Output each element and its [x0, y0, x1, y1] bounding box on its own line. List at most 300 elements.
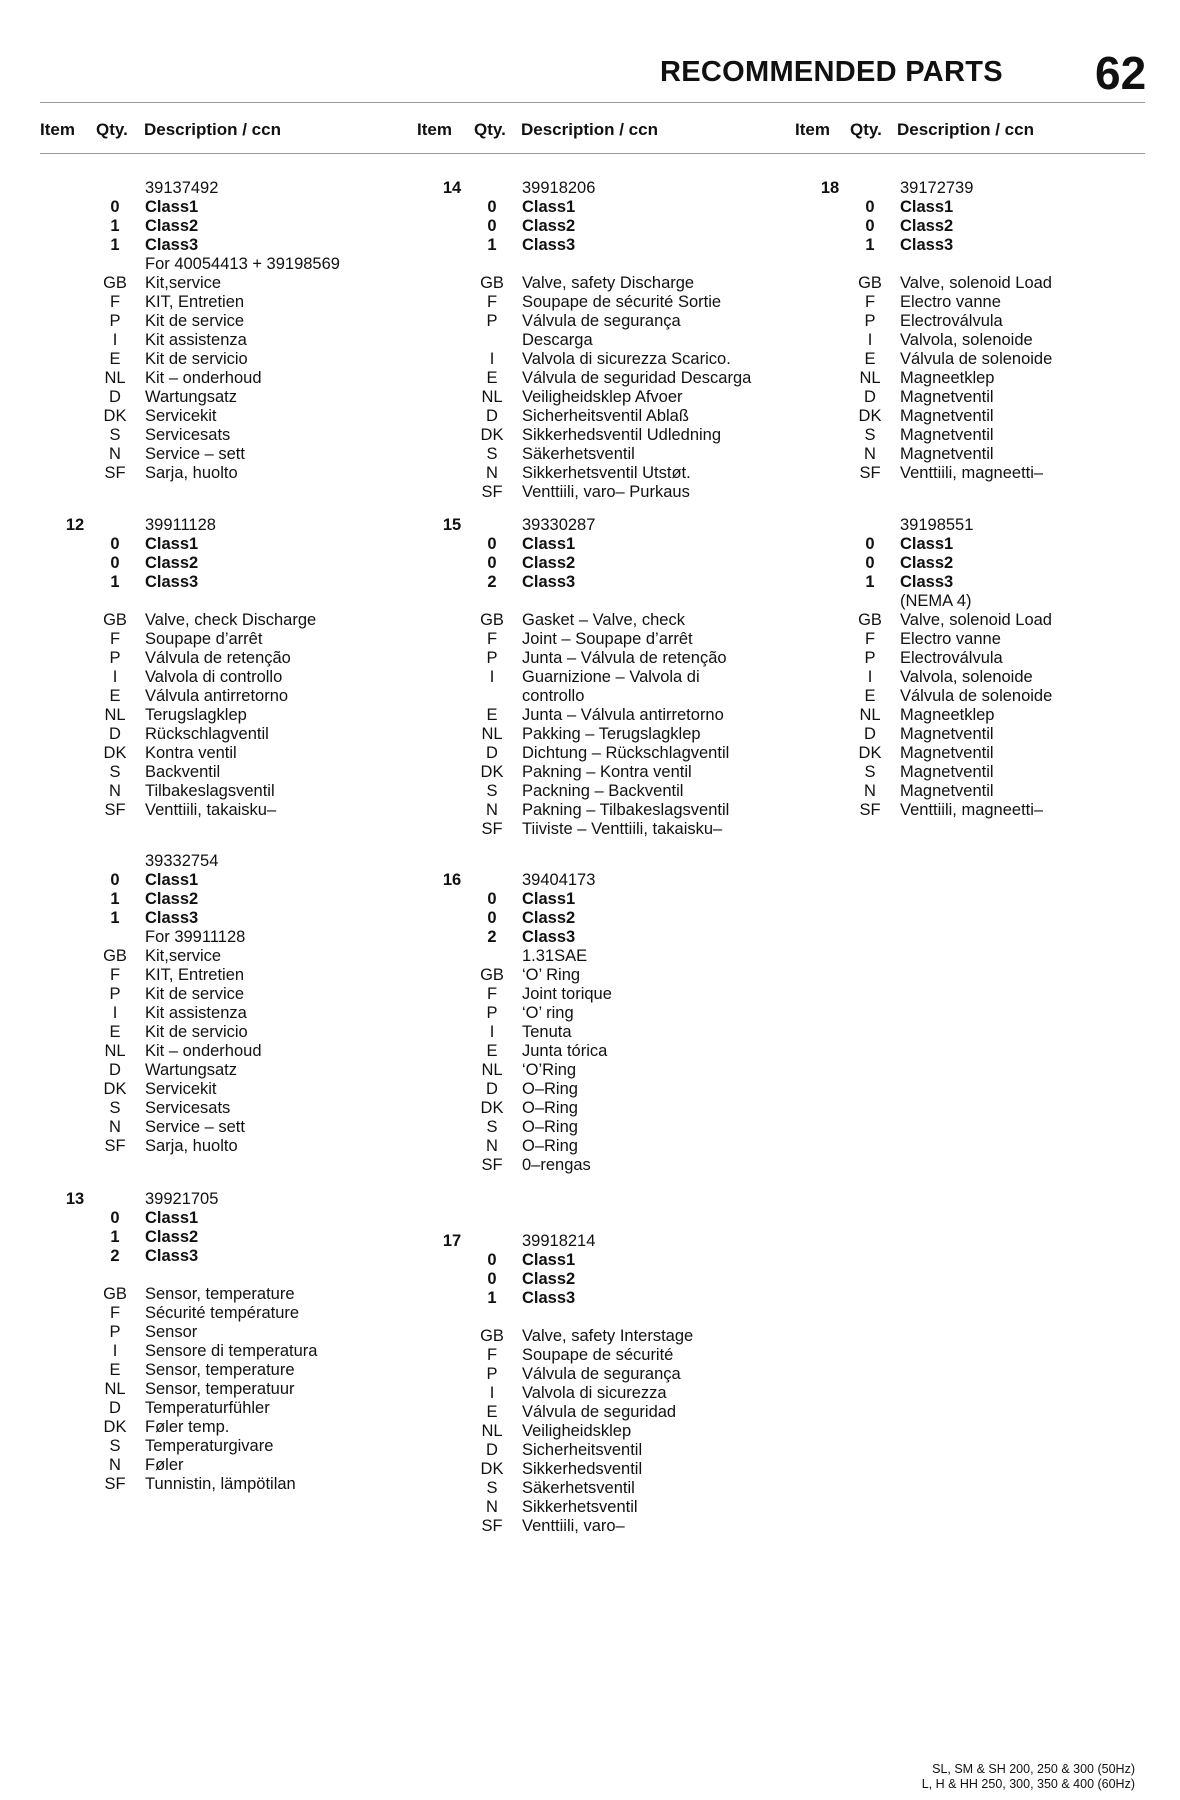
description-text: Joint torique	[522, 985, 612, 1003]
language-code: SF	[859, 801, 881, 819]
language-code: E	[486, 369, 498, 387]
description-text: Kit – onderhoud	[145, 1042, 262, 1060]
language-code: NL	[481, 388, 503, 406]
description-text: KIT, Entretien	[145, 293, 245, 311]
part-number: 39172739	[900, 179, 974, 197]
class-label: Class2	[145, 1228, 199, 1246]
part-note: For 40054413 + 39198569	[145, 255, 340, 273]
description-text: Magnetventil	[900, 445, 994, 463]
item-number: 15	[442, 516, 462, 534]
description-text: Pakning – Kontra ventil	[522, 763, 692, 781]
item-number: 12	[65, 516, 85, 534]
description-text: Junta tórica	[522, 1042, 608, 1060]
description-text: Joint – Soupape d’arrêt	[522, 630, 693, 648]
quantity-value: 0	[487, 890, 497, 908]
class-label: Class3	[145, 1247, 199, 1265]
language-code: NL	[859, 706, 881, 724]
description-text: Venttiili, varo– Purkaus	[522, 483, 690, 501]
description-text: Venttiili, magneetti–	[900, 464, 1044, 482]
class-label: Class1	[145, 871, 199, 889]
description-text: Soupape de sécurité	[522, 1346, 674, 1364]
description-text: Valvola, solenoide	[900, 331, 1033, 349]
language-code: I	[112, 331, 118, 349]
description-text: Sikkerhedsventil	[522, 1460, 643, 1478]
language-code: GB	[103, 274, 127, 292]
language-code: I	[867, 668, 873, 686]
description-text: ‘O’Ring	[522, 1061, 577, 1079]
language-code: D	[486, 744, 498, 762]
language-code: DK	[103, 1418, 127, 1436]
language-code: E	[109, 350, 121, 368]
quantity-value: 1	[110, 1228, 120, 1246]
description-text: Føler	[145, 1456, 184, 1474]
description-text: Servicekit	[145, 407, 217, 425]
language-code: GB	[103, 1285, 127, 1303]
description-text: Säkerhetsventil	[522, 1479, 635, 1497]
item-number: 14	[442, 179, 462, 197]
language-code: NL	[104, 706, 126, 724]
language-code: E	[486, 1042, 498, 1060]
description-text: Sikkerhedsventil Udledning	[522, 426, 722, 444]
description-text: Kit assistenza	[145, 1004, 247, 1022]
part-number: 39918206	[522, 179, 596, 197]
language-code: S	[109, 1437, 121, 1455]
language-code: F	[864, 630, 876, 648]
description-text: Valvola di sicurezza Scarico.	[522, 350, 731, 368]
language-code: N	[486, 801, 498, 819]
description-text: Kit de servicio	[145, 350, 248, 368]
language-code: F	[109, 293, 121, 311]
description-text: Service – sett	[145, 445, 245, 463]
class-label: Class2	[900, 554, 954, 572]
class-label: Class3	[145, 236, 199, 254]
language-code: SF	[481, 1156, 503, 1174]
description-text: Servicesats	[145, 426, 231, 444]
language-code: GB	[103, 947, 127, 965]
language-code: P	[486, 1004, 498, 1022]
quantity-value: 2	[487, 573, 497, 591]
language-code: N	[864, 445, 876, 463]
class-label: Class1	[145, 1209, 199, 1227]
description-text: Venttiili, takaisku–	[145, 801, 277, 819]
language-code: D	[109, 388, 121, 406]
class-label: Class1	[145, 198, 199, 216]
description-text: Kit,service	[145, 274, 222, 292]
language-code: N	[109, 1118, 121, 1136]
part-note: (NEMA 4)	[900, 592, 972, 610]
description-text: Service – sett	[145, 1118, 245, 1136]
description-text: Sikkerhetsventil	[522, 1498, 638, 1516]
language-code: P	[486, 312, 498, 330]
description-text: 0–rengas	[522, 1156, 591, 1174]
class-label: Class2	[900, 217, 954, 235]
description-text: Valvola di sicurezza	[522, 1384, 667, 1402]
description-text: Backventil	[145, 763, 221, 781]
description-text: Sicherheitsventil	[522, 1441, 643, 1459]
language-code: P	[109, 985, 121, 1003]
language-code: D	[109, 1061, 121, 1079]
description-text: Sicherheitsventil Ablaß	[522, 407, 689, 425]
language-code: N	[486, 1498, 498, 1516]
description-text: Válvula de seguridad	[522, 1403, 677, 1421]
description-text: Wartungsatz	[145, 388, 238, 406]
language-code: F	[486, 1346, 498, 1364]
description-text: Terugslagklep	[145, 706, 247, 724]
description-text: Sarja, huolto	[145, 464, 238, 482]
description-text: Sensor, temperatuur	[145, 1380, 295, 1398]
quantity-value: 1	[865, 236, 875, 254]
class-label: Class3	[522, 236, 576, 254]
language-code: P	[109, 1323, 121, 1341]
part-note: For 39911128	[145, 928, 246, 946]
quantity-value: 1	[487, 236, 497, 254]
language-code: NL	[104, 1042, 126, 1060]
quantity-value: 1	[110, 217, 120, 235]
description-text: Válvula de retenção	[145, 649, 291, 667]
description-text: Kit,service	[145, 947, 222, 965]
column-header-item: Item	[40, 120, 75, 139]
quantity-value: 0	[110, 535, 120, 553]
language-code: P	[109, 649, 121, 667]
class-label: Class2	[522, 1270, 576, 1288]
language-code: F	[109, 1304, 121, 1322]
description-text: Rückschlagventil	[145, 725, 269, 743]
description-text: Válvula de segurança	[522, 312, 681, 330]
description-text: Veiligheidsklep Afvoer	[522, 388, 683, 406]
description-text: Magnetventil	[900, 426, 994, 444]
class-label: Class1	[900, 535, 954, 553]
description-text: Tenuta	[522, 1023, 572, 1041]
language-code: I	[112, 668, 118, 686]
class-label: Class3	[900, 573, 954, 591]
language-code: GB	[480, 274, 504, 292]
description-text: Valvola, solenoide	[900, 668, 1033, 686]
description-text: O–Ring	[522, 1080, 578, 1098]
description-text: Temperaturgivare	[145, 1437, 274, 1455]
header-rule	[40, 153, 1145, 154]
part-number: 39921705	[145, 1190, 219, 1208]
description-text: Temperaturfühler	[145, 1399, 270, 1417]
description-text: Valve, check Discharge	[145, 611, 317, 629]
language-code: I	[489, 1023, 495, 1041]
quantity-value: 0	[487, 217, 497, 235]
language-code: E	[486, 1403, 498, 1421]
language-code: NL	[481, 1422, 503, 1440]
item-number: 16	[442, 871, 462, 889]
language-code: S	[109, 763, 121, 781]
description-text: Electro vanne	[900, 630, 1001, 648]
quantity-value: 0	[865, 535, 875, 553]
quantity-value: 0	[110, 1209, 120, 1227]
language-code: N	[864, 782, 876, 800]
language-code: SF	[481, 820, 503, 838]
description-text: Válvula de solenoide	[900, 350, 1053, 368]
quantity-value: 1	[865, 573, 875, 591]
language-code: P	[486, 649, 498, 667]
item-number: 17	[442, 1232, 462, 1250]
description-text: O–Ring	[522, 1118, 578, 1136]
language-code: S	[486, 1118, 498, 1136]
footer	[922, 1762, 1135, 1792]
language-code: S	[486, 1479, 498, 1497]
column-header-qty: Qty.	[850, 120, 882, 139]
description-text: Magnetventil	[900, 388, 994, 406]
part-number: 39137492	[145, 179, 219, 197]
language-code: D	[864, 388, 876, 406]
language-code: F	[109, 630, 121, 648]
language-code: SF	[481, 483, 503, 501]
class-label: Class2	[522, 554, 576, 572]
language-code: N	[109, 445, 121, 463]
part-number: 39911128	[145, 516, 216, 534]
description-text: Servicekit	[145, 1080, 217, 1098]
quantity-value: 1	[110, 890, 120, 908]
language-code: SF	[104, 464, 126, 482]
class-label: Class1	[145, 535, 199, 553]
quantity-value: 0	[110, 554, 120, 572]
quantity-value: 0	[865, 217, 875, 235]
item-number: 13	[65, 1190, 85, 1208]
language-code: E	[864, 350, 876, 368]
quantity-value: 1	[487, 1289, 497, 1307]
quantity-value: 1	[110, 573, 120, 591]
language-code: D	[486, 1080, 498, 1098]
description-text: Wartungsatz	[145, 1061, 238, 1079]
language-code: D	[486, 1441, 498, 1459]
description-text: Válvula antirretorno	[145, 687, 289, 705]
footer-models-60hz: L, H & HH 250, 300, 350 & 400 (60Hz)	[921, 1777, 1135, 1791]
description-text: Dichtung – Rückschlagventil	[522, 744, 730, 762]
language-code: NL	[104, 1380, 126, 1398]
description-text: Tunnistin, lämpötilan	[145, 1475, 296, 1493]
description-text: Sécurité température	[145, 1304, 300, 1322]
class-label: Class2	[522, 217, 576, 235]
language-code: GB	[480, 1327, 504, 1345]
description-text: Sensore di temperatura	[145, 1342, 318, 1360]
column-header-description: Description / ccn	[521, 120, 658, 139]
quantity-value: 2	[487, 928, 497, 946]
description-text: Magnetventil	[900, 725, 994, 743]
language-code: F	[109, 966, 121, 984]
description-text: Tilbakeslagsventil	[145, 782, 275, 800]
description-text: O–Ring	[522, 1137, 578, 1155]
language-code: I	[112, 1342, 118, 1360]
language-code: DK	[103, 407, 127, 425]
language-code: E	[486, 706, 498, 724]
quantity-value: 1	[110, 909, 120, 927]
language-code: DK	[858, 744, 882, 762]
quantity-value: 0	[487, 1270, 497, 1288]
description-text: Pakking – Terugslagklep	[522, 725, 701, 743]
quantity-value: 0	[110, 871, 120, 889]
description-text: Junta – Válvula de retenção	[522, 649, 727, 667]
part-note: 1.31SAE	[522, 947, 588, 965]
language-code: I	[489, 350, 495, 368]
description-text: Føler temp.	[145, 1418, 230, 1436]
language-code: DK	[480, 1460, 504, 1478]
description-text: Sensor, temperature	[145, 1361, 295, 1379]
page-title: RECOMMENDED PARTS	[660, 56, 1003, 88]
language-code: SF	[104, 1475, 126, 1493]
description-text: Electro vanne	[900, 293, 1001, 311]
language-code: GB	[858, 274, 882, 292]
quantity-value: 2	[110, 1247, 120, 1265]
quantity-value: 0	[865, 198, 875, 216]
quantity-value: 0	[487, 535, 497, 553]
description-text: Valve, solenoid Load	[900, 611, 1052, 629]
language-code: DK	[103, 1080, 127, 1098]
language-code: SF	[859, 464, 881, 482]
language-code: NL	[859, 369, 881, 387]
language-code: F	[486, 293, 498, 311]
language-code: N	[109, 782, 121, 800]
language-code: GB	[103, 611, 127, 629]
language-code: D	[864, 725, 876, 743]
language-code: P	[864, 649, 876, 667]
language-code: DK	[103, 744, 127, 762]
language-code: I	[489, 668, 495, 686]
description-text: Venttiili, varo–	[522, 1517, 625, 1535]
language-code: P	[109, 312, 121, 330]
description-text: Pakning – Tilbakeslagsventil	[522, 801, 730, 819]
class-label: Class1	[522, 1251, 576, 1269]
description-text: Sensor, temperature	[145, 1285, 295, 1303]
item-number: 18	[820, 179, 840, 197]
description-text: Válvula de solenoide	[900, 687, 1053, 705]
language-code: S	[864, 763, 876, 781]
class-label: Class1	[522, 198, 576, 216]
part-number: 39330287	[522, 516, 596, 534]
description-text: Valve, solenoid Load	[900, 274, 1052, 292]
part-number: 39198551	[900, 516, 974, 534]
class-label: Class2	[145, 554, 199, 572]
language-code: E	[864, 687, 876, 705]
description-text: Kontra ventil	[145, 744, 237, 762]
quantity-value: 0	[487, 198, 497, 216]
description-text: Kit – onderhoud	[145, 369, 262, 387]
column-header-item: Item	[795, 120, 830, 139]
language-code: D	[486, 407, 498, 425]
language-code: E	[109, 1361, 121, 1379]
class-label: Class3	[522, 1289, 576, 1307]
class-label: Class2	[145, 217, 199, 235]
quantity-value: 1	[110, 236, 120, 254]
description-text: Magnetventil	[900, 744, 994, 762]
column-header-description: Description / ccn	[144, 120, 281, 139]
description-text: Valve, safety Interstage	[522, 1327, 694, 1345]
description-text: Säkerhetsventil	[522, 445, 635, 463]
language-code: F	[486, 630, 498, 648]
column-header-qty: Qty.	[96, 120, 128, 139]
description-text: Servicesats	[145, 1099, 231, 1117]
language-code: DK	[480, 1099, 504, 1117]
description-text: Magnetventil	[900, 763, 994, 781]
class-label: Class2	[522, 909, 576, 927]
language-code: NL	[104, 369, 126, 387]
description-text: Electroválvula	[900, 312, 1003, 330]
quantity-value: 0	[487, 1251, 497, 1269]
footer-models-50hz: SL, SM & SH 200, 250 & 300 (50Hz)	[932, 1762, 1135, 1776]
column-header-description: Description / ccn	[897, 120, 1034, 139]
column-header-item: Item	[417, 120, 452, 139]
description-text: Veiligheidsklep	[522, 1422, 632, 1440]
language-code: D	[109, 1399, 121, 1417]
description-text: Guarnizione – Valvola di	[522, 668, 700, 686]
language-code: N	[486, 464, 498, 482]
language-code: P	[864, 312, 876, 330]
quantity-value: 0	[865, 554, 875, 572]
language-code: I	[867, 331, 873, 349]
language-code: E	[109, 687, 121, 705]
description-text: Sarja, huolto	[145, 1137, 238, 1155]
description-text: Kit de servicio	[145, 1023, 248, 1041]
class-label: Class1	[900, 198, 954, 216]
description-text: Sikkerhetsventil Utstøt.	[522, 464, 691, 482]
description-text: Descarga	[522, 331, 593, 349]
description-text: Gasket – Valve, check	[522, 611, 685, 629]
language-code: NL	[481, 725, 503, 743]
description-text: Soupape d’arrêt	[145, 630, 263, 648]
class-label: Class3	[522, 573, 576, 591]
quantity-value: 0	[487, 909, 497, 927]
language-code: N	[109, 1456, 121, 1474]
description-text: Magneetklep	[900, 706, 995, 724]
top-rule	[40, 102, 1145, 103]
language-code: S	[864, 426, 876, 444]
part-number: 39332754	[145, 852, 219, 870]
language-code: SF	[104, 801, 126, 819]
class-label: Class3	[145, 573, 199, 591]
language-code: E	[109, 1023, 121, 1041]
class-label: Class1	[522, 890, 576, 908]
language-code: S	[109, 1099, 121, 1117]
description-text: Sensor	[145, 1323, 198, 1341]
language-code: DK	[858, 407, 882, 425]
class-label: Class1	[522, 535, 576, 553]
page-number: 62	[1095, 47, 1147, 99]
language-code: S	[109, 426, 121, 444]
language-code: I	[112, 1004, 118, 1022]
language-code: DK	[480, 763, 504, 781]
class-label: Class3	[522, 928, 576, 946]
language-code: SF	[104, 1137, 126, 1155]
description-text: Valve, safety Discharge	[522, 274, 695, 292]
description-text: Soupape de sécurité Sortie	[522, 293, 722, 311]
description-text: Válvula de segurança	[522, 1365, 681, 1383]
language-code: I	[489, 1384, 495, 1402]
column-header-qty: Qty.	[474, 120, 506, 139]
quantity-value: 0	[487, 554, 497, 572]
description-text: Magnetventil	[900, 407, 994, 425]
description-text: Electroválvula	[900, 649, 1003, 667]
language-code: S	[486, 445, 498, 463]
language-code: GB	[480, 966, 504, 984]
description-text: Magneetklep	[900, 369, 995, 387]
description-text: Kit assistenza	[145, 331, 247, 349]
language-code: GB	[480, 611, 504, 629]
class-label: Class3	[900, 236, 954, 254]
part-number: 39918214	[522, 1232, 596, 1250]
description-text: Venttiili, magneetti–	[900, 801, 1044, 819]
description-text: Tiiviste – Venttiili, takaisku–	[522, 820, 723, 838]
description-text: Valvola di controllo	[145, 668, 283, 686]
language-code: F	[864, 293, 876, 311]
part-number: 39404173	[522, 871, 596, 889]
description-text: Kit de service	[145, 312, 245, 330]
description-text: Packning – Backventil	[522, 782, 684, 800]
description-text: Magnetventil	[900, 782, 994, 800]
language-code: DK	[480, 426, 504, 444]
